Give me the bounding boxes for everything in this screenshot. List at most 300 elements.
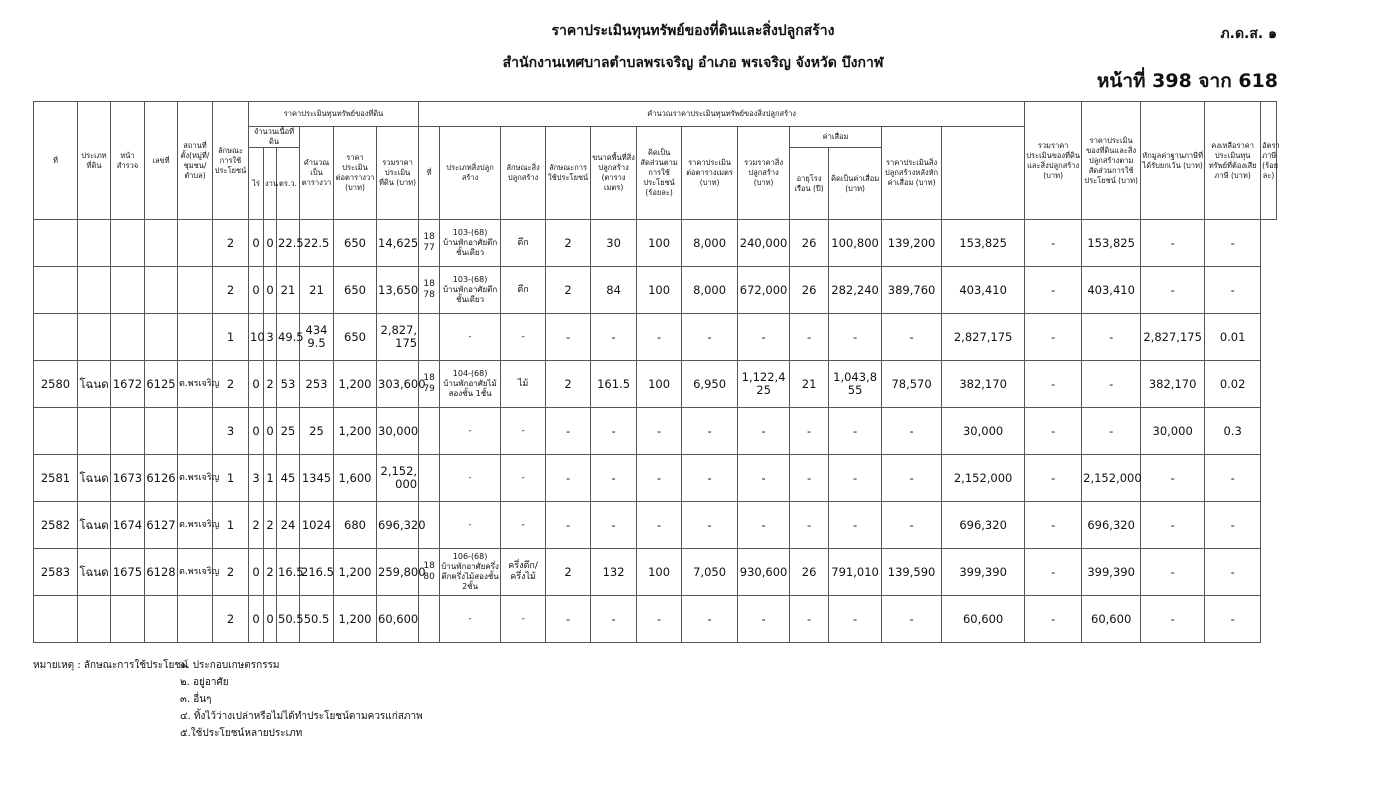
cell-number: 6126	[145, 455, 178, 502]
cell-age: 21	[790, 361, 829, 408]
col-total-value: รวมราคาประเมินของที่ดินและสิ่งปลูกสร้าง (บาท)	[1025, 102, 1082, 220]
cell-building-no: 18 79	[419, 361, 440, 408]
cell-area-total: 216.5	[300, 549, 334, 596]
cell-age: 26	[790, 267, 829, 314]
cell-location: ต.พรเจริญ	[178, 455, 213, 502]
cell-area-total: 22.5	[300, 220, 334, 267]
cell-area-total: 1345	[300, 455, 334, 502]
cell-rai: 0	[249, 267, 264, 314]
col-land-price: ราคาประเมินต่อตารางวา (บาท)	[334, 127, 377, 220]
cell-exempt: 399,390	[1082, 549, 1141, 596]
cell-building-usage: -	[546, 314, 591, 361]
remarks-item: ๓. อื่นๆ	[180, 694, 212, 705]
cell-no	[34, 267, 78, 314]
cell-location: ต.พรเจริญ	[178, 361, 213, 408]
cell-ngan: 0	[264, 267, 277, 314]
cell-land-type: โฉนด	[78, 455, 111, 502]
cell-building-no	[419, 408, 440, 455]
cell-ngan: 2	[264, 549, 277, 596]
cell-rai: 0	[249, 361, 264, 408]
cell-building-area: -	[591, 502, 637, 549]
cell-building-usage: 2	[546, 267, 591, 314]
cell-portion-value: -	[1025, 220, 1082, 267]
cell-land-price: 1,200	[334, 408, 377, 455]
cell-number	[145, 596, 178, 643]
cell-location: ต.พรเจริญ	[178, 502, 213, 549]
cell-location	[178, 220, 213, 267]
cell-dep-amount: 282,240	[829, 267, 882, 314]
cell-building-after-dep: -	[882, 502, 942, 549]
cell-building-ratio: 100	[637, 220, 682, 267]
cell-building-value: 1,122,425	[738, 361, 790, 408]
cell-land-price: 1,200	[334, 549, 377, 596]
col-number: เลขที่	[145, 102, 178, 220]
cell-building-kind: -	[501, 455, 546, 502]
cell-building-no: 18 80	[419, 549, 440, 596]
table-row	[34, 596, 1277, 643]
cell-age: 26	[790, 220, 829, 267]
col-land-value: รวมราคาประเมินที่ดิน (บาท)	[377, 127, 419, 220]
cell-building-kind: -	[501, 314, 546, 361]
cell-land-value: 14,625	[377, 220, 419, 267]
cell-building-type: -	[440, 408, 501, 455]
cell-dep-amount: -	[829, 455, 882, 502]
col-dep-amount: คิดเป็นค่าเสื่อม (บาท)	[829, 148, 882, 220]
table-row	[34, 361, 1277, 408]
cell-exempt: -	[1082, 408, 1141, 455]
cell-number	[145, 267, 178, 314]
col-ngan: งาน	[264, 148, 277, 220]
cell-usage: 1	[213, 314, 249, 361]
cell-building-ratio: 100	[637, 361, 682, 408]
cell-dep-amount: -	[829, 408, 882, 455]
cell-survey-page	[111, 408, 145, 455]
cell-rate: 0.3	[1205, 408, 1261, 455]
cell-rai: 0	[249, 220, 264, 267]
cell-portion-value: -	[1025, 408, 1082, 455]
col-exempt: หักมูลค่าฐานภาษีที่ได้รับยกเว้น (บาท)	[1141, 102, 1205, 220]
cell-survey-page	[111, 220, 145, 267]
cell-land-type	[78, 314, 111, 361]
cell-building-value: -	[738, 314, 790, 361]
cell-dep-amount: 791,010	[829, 549, 882, 596]
cell-no	[34, 314, 78, 361]
cell-building-price: 7,050	[682, 549, 738, 596]
cell-portion-value: -	[1025, 455, 1082, 502]
cell-building-price: -	[682, 502, 738, 549]
cell-area-total: 25	[300, 408, 334, 455]
cell-ngan: 0	[264, 220, 277, 267]
cell-survey-page: 1675	[111, 549, 145, 596]
cell-building-after-dep: 139,200	[882, 220, 942, 267]
cell-building-ratio: -	[637, 502, 682, 549]
cell-number: 6125	[145, 361, 178, 408]
cell-rai: 2	[249, 502, 264, 549]
cell-rate: -	[1205, 596, 1261, 643]
cell-ngan: 3	[264, 314, 277, 361]
cell-building-ratio: -	[637, 596, 682, 643]
cell-building-value: 240,000	[738, 220, 790, 267]
col-taxable: คงเหลือราคาประเมินทุนทรัพย์ที่ต้องเสียภาษี (บาท)	[1205, 102, 1261, 220]
cell-wa: 22.5	[277, 220, 300, 267]
page-indicator: หน้าที่ 398 จาก 618	[1096, 70, 1278, 92]
cell-building-value: -	[738, 408, 790, 455]
cell-building-ratio: 100	[637, 549, 682, 596]
cell-dep-amount: -	[829, 314, 882, 361]
col-building-after-dep: ราคาประเมินสิ่งปลูกสร้างหลังหักค่าเสื่อม (บาท)	[882, 127, 942, 220]
cell-taxable: -	[1141, 455, 1205, 502]
cell-building-after-dep: -	[882, 408, 942, 455]
cell-wa: 49.5	[277, 314, 300, 361]
cell-land-type	[78, 220, 111, 267]
cell-wa: 53	[277, 361, 300, 408]
cell-rate: -	[1205, 220, 1261, 267]
table-row	[34, 267, 1277, 314]
cell-building-kind: ตึก	[501, 267, 546, 314]
cell-building-no	[419, 596, 440, 643]
cell-survey-page	[111, 314, 145, 361]
cell-age: -	[790, 455, 829, 502]
cell-building-price: 8,000	[682, 220, 738, 267]
cell-no: 2581	[34, 455, 78, 502]
col-group-area: จำนวนเนื้อที่ดิน	[249, 127, 300, 148]
cell-total-value: 403,410	[942, 267, 1025, 314]
cell-land-type	[78, 267, 111, 314]
form-code: ภ.ด.ส. ๑	[1220, 26, 1277, 42]
cell-number	[145, 220, 178, 267]
cell-building-area: 84	[591, 267, 637, 314]
cell-rate: -	[1205, 502, 1261, 549]
cell-building-value: -	[738, 502, 790, 549]
cell-building-usage: 2	[546, 549, 591, 596]
report-title: ราคาประเมินทุนทรัพย์ของที่ดินและสิ่งปลูกสร้าง	[551, 23, 835, 39]
cell-usage: 1	[213, 502, 249, 549]
cell-wa: 21	[277, 267, 300, 314]
col-age: อายุโรงเรือน (ปี)	[790, 148, 829, 220]
cell-total-value: 153,825	[942, 220, 1025, 267]
cell-rai: 0	[249, 408, 264, 455]
cell-building-usage: -	[546, 502, 591, 549]
cell-survey-page	[111, 596, 145, 643]
cell-land-price: 650	[334, 314, 377, 361]
cell-ngan: 1	[264, 455, 277, 502]
cell-building-price: -	[682, 455, 738, 502]
cell-building-type: -	[440, 502, 501, 549]
report-subtitle: สำนักงานเทศบาลตำบลพรเจริญ อำเภอ พรเจริญ จังหวัด บึงกาฬ	[502, 55, 884, 71]
remarks-lead: หมายเหตุ : ลักษณะการใช้ประโยชน์	[33, 660, 188, 671]
cell-usage: 2	[213, 361, 249, 408]
cell-land-type	[78, 408, 111, 455]
table-row	[34, 220, 1277, 267]
cell-building-after-dep: -	[882, 455, 942, 502]
cell-building-type: -	[440, 314, 501, 361]
col-building-type: ประเภทสิ่งปลูกสร้าง	[440, 127, 501, 220]
remarks-item: ๑. ประกอบเกษตรกรรม	[180, 660, 280, 671]
cell-rai: 0	[249, 596, 264, 643]
cell-portion-value: -	[1025, 502, 1082, 549]
cell-building-after-dep: 389,760	[882, 267, 942, 314]
col-building-value: รวมราคาสิ่งปลูกสร้าง (บาท)	[738, 127, 790, 220]
cell-land-type: โฉนด	[78, 549, 111, 596]
cell-building-area: -	[591, 314, 637, 361]
cell-survey-page: 1674	[111, 502, 145, 549]
cell-building-type: 103-(68) บ้านพักอาศัยตึกชั้นเดียว	[440, 267, 501, 314]
cell-total-value: 2,152,000	[942, 455, 1025, 502]
cell-building-after-dep: 139,590	[882, 549, 942, 596]
col-group-depreciation: ค่าเสื่อม	[790, 127, 882, 148]
cell-building-area: 161.5	[591, 361, 637, 408]
cell-location	[178, 408, 213, 455]
cell-exempt: 60,600	[1082, 596, 1141, 643]
cell-total-value: 60,600	[942, 596, 1025, 643]
cell-wa: 25	[277, 408, 300, 455]
col-location: สถานที่ตั้ง(หมู่ที่/ชุมชน/ตำบล)	[178, 102, 213, 220]
cell-dep-amount: 1,043,855	[829, 361, 882, 408]
col-portion-value: ราคาประเมินของที่ดินและสิ่งปลูกสร้างตามสัดส่วนการใช้ประโยชน์ (บาท)	[1082, 102, 1141, 220]
cell-building-area: 30	[591, 220, 637, 267]
cell-building-price: 6,950	[682, 361, 738, 408]
cell-total-value: 399,390	[942, 549, 1025, 596]
col-rai: ไร่	[249, 148, 264, 220]
cell-age: -	[790, 502, 829, 549]
remarks-item: ๒. อยู่อาศัย	[180, 677, 229, 688]
cell-wa: 50.5	[277, 596, 300, 643]
cell-taxable: 30,000	[1141, 408, 1205, 455]
cell-building-usage: -	[546, 596, 591, 643]
cell-building-type: 106-(68) บ้านพักอาศัยครึ่งตึกครึ่งไม้สองชั้น 2ชั้น	[440, 549, 501, 596]
cell-wa: 45	[277, 455, 300, 502]
cell-taxable: -	[1141, 596, 1205, 643]
cell-building-type: 103-(68) บ้านพักอาศัยตึกชั้นเดียว	[440, 220, 501, 267]
cell-building-kind: -	[501, 408, 546, 455]
cell-no: 2580	[34, 361, 78, 408]
cell-building-usage: -	[546, 408, 591, 455]
cell-building-value: -	[738, 596, 790, 643]
cell-no	[34, 220, 78, 267]
cell-building-area: -	[591, 596, 637, 643]
cell-building-price: -	[682, 408, 738, 455]
cell-land-value: 2,152,000	[377, 455, 419, 502]
cell-total-value: 30,000	[942, 408, 1025, 455]
col-building-usage: ลักษณะการใช้ประโยชน์	[546, 127, 591, 220]
cell-land-value: 259,800	[377, 549, 419, 596]
cell-usage: 1	[213, 455, 249, 502]
cell-dep-amount: -	[829, 502, 882, 549]
cell-rate: -	[1205, 267, 1261, 314]
cell-exempt: 153,825	[1082, 220, 1141, 267]
cell-taxable: -	[1141, 267, 1205, 314]
cell-building-kind: -	[501, 596, 546, 643]
cell-building-value: -	[738, 455, 790, 502]
cell-building-price: 8,000	[682, 267, 738, 314]
cell-building-area: -	[591, 408, 637, 455]
cell-exempt: 696,320	[1082, 502, 1141, 549]
cell-number: 6128	[145, 549, 178, 596]
cell-total-value: 696,320	[942, 502, 1025, 549]
cell-land-price: 1,200	[334, 596, 377, 643]
cell-exempt: -	[1082, 314, 1141, 361]
cell-ngan: 2	[264, 502, 277, 549]
cell-building-after-dep: -	[882, 596, 942, 643]
col-area-total: คำนวณเป็นตารางวา	[300, 127, 334, 220]
cell-ngan: 2	[264, 361, 277, 408]
col-building-no: ที่	[419, 127, 440, 220]
cell-number: 6127	[145, 502, 178, 549]
cell-land-type: โฉนด	[78, 361, 111, 408]
cell-rate: -	[1205, 549, 1261, 596]
table-row	[34, 314, 1277, 361]
cell-exempt: 2,152,000	[1082, 455, 1141, 502]
cell-usage: 2	[213, 267, 249, 314]
cell-building-kind: ครึ่งตึก/ครึ่งไม้	[501, 549, 546, 596]
cell-area-total: 21	[300, 267, 334, 314]
cell-exempt: 403,410	[1082, 267, 1141, 314]
cell-building-usage: -	[546, 455, 591, 502]
cell-building-kind: -	[501, 502, 546, 549]
remarks-item: ๔. ทิ้งไว้ว่างเปล่าหรือไม่ได้ทำประโยชน์ตามควรแก่สภาพ	[180, 711, 423, 722]
cell-area-total: 1024	[300, 502, 334, 549]
cell-location	[178, 314, 213, 361]
cell-age: -	[790, 314, 829, 361]
col-building-area: ขนาดพื้นที่สิ่งปลูกสร้าง (ตารางเมตร)	[591, 127, 637, 220]
cell-location: ต.พรเจริญ	[178, 549, 213, 596]
cell-rate: -	[1205, 455, 1261, 502]
table-row	[34, 549, 1277, 596]
cell-usage: 2	[213, 220, 249, 267]
assessment-table	[33, 101, 1280, 643]
cell-total-value: 2,827,175	[942, 314, 1025, 361]
cell-land-price: 650	[334, 220, 377, 267]
cell-building-after-dep: -	[882, 314, 942, 361]
cell-ngan: 0	[264, 596, 277, 643]
col-survey-page: หน้าสำรวจ	[111, 102, 145, 220]
cell-survey-page	[111, 267, 145, 314]
cell-land-price: 650	[334, 267, 377, 314]
cell-dep-amount: -	[829, 596, 882, 643]
remarks-item: ๕.ใช้ประโยชน์หลายประเภท	[180, 728, 303, 739]
cell-exempt: -	[1082, 361, 1141, 408]
remarks-list	[180, 657, 423, 742]
cell-rate: 0.01	[1205, 314, 1261, 361]
cell-no: 2583	[34, 549, 78, 596]
cell-taxable: 382,170	[1141, 361, 1205, 408]
table-row	[34, 408, 1277, 455]
cell-building-ratio: 100	[637, 267, 682, 314]
col-building-price: ราคาประเมินต่อตารางเมตร (บาท)	[682, 127, 738, 220]
cell-number	[145, 408, 178, 455]
cell-age: 26	[790, 549, 829, 596]
cell-building-after-dep: 78,570	[882, 361, 942, 408]
col-land-type: ประเภทที่ดิน	[78, 102, 111, 220]
cell-building-price: -	[682, 596, 738, 643]
cell-wa: 24	[277, 502, 300, 549]
cell-land-value: 2,827,175	[377, 314, 419, 361]
col-group-building: คำนวณราคาประเมินทุนทรัพย์ของสิ่งปลูกสร้าง	[419, 102, 1025, 127]
col-building-kind: ลักษณะสิ่งปลูกสร้าง	[501, 127, 546, 220]
cell-age: -	[790, 408, 829, 455]
cell-dep-amount: 100,800	[829, 220, 882, 267]
cell-building-ratio: -	[637, 408, 682, 455]
cell-usage: 2	[213, 596, 249, 643]
col-rate: อัตราภาษี (ร้อยละ)	[1261, 102, 1277, 220]
cell-building-kind: ไม้	[501, 361, 546, 408]
cell-building-ratio: -	[637, 455, 682, 502]
cell-number	[145, 314, 178, 361]
col-building-ratio: คิดเป็นสัดส่วนตามการใช้ประโยชน์ (ร้อยละ)	[637, 127, 682, 220]
cell-land-value: 696,320	[377, 502, 419, 549]
cell-building-type: -	[440, 455, 501, 502]
cell-portion-value: -	[1025, 314, 1082, 361]
cell-building-area: 132	[591, 549, 637, 596]
cell-taxable: -	[1141, 549, 1205, 596]
col-wa: ตร.ว.	[277, 148, 300, 220]
cell-usage: 2	[213, 549, 249, 596]
cell-age: -	[790, 596, 829, 643]
cell-rai: 0	[249, 549, 264, 596]
cell-rate: 0.02	[1205, 361, 1261, 408]
cell-survey-page: 1672	[111, 361, 145, 408]
cell-land-price: 1,600	[334, 455, 377, 502]
cell-portion-value: -	[1025, 549, 1082, 596]
cell-land-value: 303,600	[377, 361, 419, 408]
cell-building-area: -	[591, 455, 637, 502]
cell-rai: 3	[249, 455, 264, 502]
cell-usage: 3	[213, 408, 249, 455]
cell-portion-value: -	[1025, 596, 1082, 643]
cell-wa: 16.5	[277, 549, 300, 596]
cell-total-value: 382,170	[942, 361, 1025, 408]
cell-building-kind: ตึก	[501, 220, 546, 267]
cell-location	[178, 267, 213, 314]
cell-taxable: -	[1141, 502, 1205, 549]
cell-building-usage: 2	[546, 220, 591, 267]
cell-land-type: โฉนด	[78, 502, 111, 549]
col-usage: ลักษณะการใช้ประโยชน์	[213, 102, 249, 220]
cell-land-price: 1,200	[334, 361, 377, 408]
col-group-land: ราคาประเมินทุนทรัพย์ของที่ดิน	[249, 102, 419, 127]
cell-no	[34, 596, 78, 643]
cell-building-type: 104-(68) บ้านพักอาศัยไม้สองชั้น 1ชั้น	[440, 361, 501, 408]
table-row	[34, 455, 1277, 502]
cell-building-ratio: -	[637, 314, 682, 361]
table-row	[34, 502, 1277, 549]
cell-area-total: 4349.5	[300, 314, 334, 361]
cell-taxable: -	[1141, 220, 1205, 267]
cell-area-total: 253	[300, 361, 334, 408]
cell-no: 2582	[34, 502, 78, 549]
cell-building-type: -	[440, 596, 501, 643]
cell-rai: 10	[249, 314, 264, 361]
cell-land-value: 60,600	[377, 596, 419, 643]
cell-building-usage: 2	[546, 361, 591, 408]
cell-building-no: 18 78	[419, 267, 440, 314]
cell-land-value: 13,650	[377, 267, 419, 314]
cell-land-price: 680	[334, 502, 377, 549]
cell-building-value: 930,600	[738, 549, 790, 596]
cell-land-type	[78, 596, 111, 643]
cell-taxable: 2,827,175	[1141, 314, 1205, 361]
cell-building-no	[419, 314, 440, 361]
cell-no	[34, 408, 78, 455]
cell-building-price: -	[682, 314, 738, 361]
cell-ngan: 0	[264, 408, 277, 455]
col-no: ที่	[34, 102, 78, 220]
cell-portion-value: -	[1025, 361, 1082, 408]
cell-portion-value: -	[1025, 267, 1082, 314]
cell-land-value: 30,000	[377, 408, 419, 455]
cell-building-no	[419, 455, 440, 502]
cell-building-no: 18 77	[419, 220, 440, 267]
